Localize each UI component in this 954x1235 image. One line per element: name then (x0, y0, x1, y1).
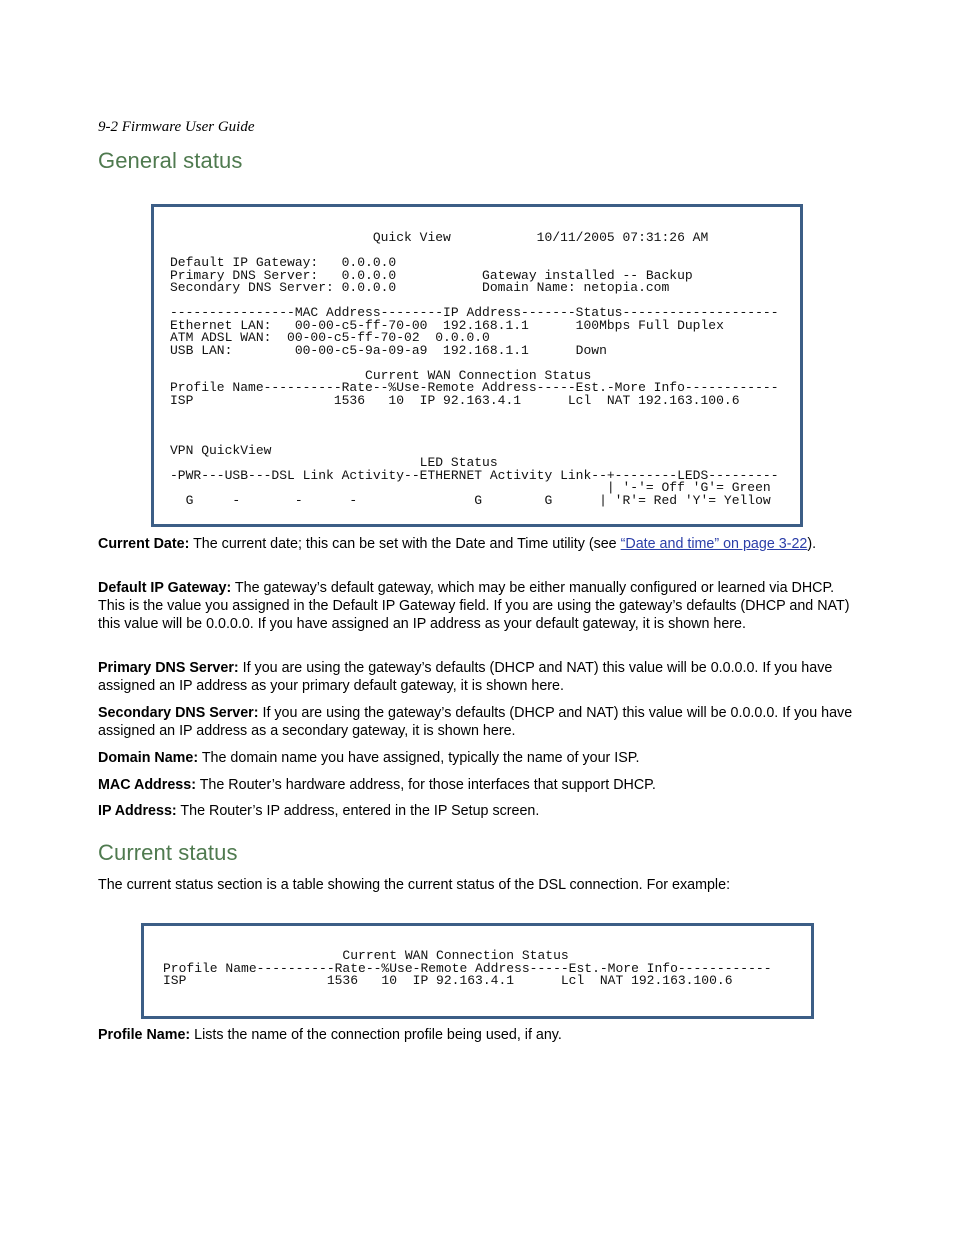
running-header: 9-2 Firmware User Guide (98, 119, 255, 135)
term-current-date: Current Date: (98, 536, 190, 552)
definition-mac-address (98, 776, 858, 794)
screen-line: ISP 1536 10 IP 92.163.4.1 Lcl NAT 192.163.100.6 (170, 392, 740, 408)
screen-line: G - - - G G | 'R'= Red 'Y'= Yellow (170, 492, 771, 508)
definition-ip-address (98, 802, 858, 820)
screen-line: | '-'= Off 'G'= Green (606, 480, 771, 495)
quick-view-screen (151, 204, 803, 527)
screen-line: VPN QuickView (170, 442, 272, 458)
screen-line: LED Status (419, 455, 498, 470)
screen-line: ----------------MAC Address--------IP Address-------Status-------------------- (170, 305, 779, 320)
term-mac-address: MAC Address: (98, 777, 196, 793)
screen-line: Current WAN Connection Status (365, 367, 592, 383)
definition-text: If you are using the gateway’s defaults (DHCP and NAT) this value will be 0.0.0.0. If you have assigned an IP address as your primary default gateway, it is shown here. (98, 660, 833, 694)
definition-text: The Router’s IP address, entered in the IP Setup screen. (176, 803, 540, 819)
screen-line: Profile Name----------Rate--%Use-Remote Address-----Est.-More Info------------ (170, 380, 779, 395)
screen-line: Profile Name----------Rate--%Use-Remote Address-----Est.-More Info------------ (163, 960, 772, 976)
definition-tail: ). (807, 536, 817, 552)
screen-line: Default IP Gateway: 0.0.0.0 (170, 255, 397, 270)
section-heading-current-status: Current status (98, 840, 238, 865)
definition-text: The current date; this can be set with the Date and Time utility (see (189, 536, 621, 552)
screen-line: -PWR---USB---DSL Link Activity--ETHERNET Activity Link--+--------LEDS--------- (170, 467, 779, 483)
screen-line: Quick View 10/11/2005 07:31:26 AM (372, 230, 709, 245)
screen-line: Primary DNS Server: 0.0.0.0 Gateway installed -- Backup (170, 267, 693, 283)
term-primary-dns: Primary DNS Server: (98, 660, 239, 676)
definition-text: The Router’s hardware address, for those interfaces that support DHCP. (195, 777, 656, 793)
term-domain-name: Domain Name: (98, 750, 199, 766)
definition-text: If you are using the gateway’s defaults (DHCP and NAT) this value will be 0.0.0.0. If you have assigned an IP address as a secondary gateway, it is shown here. (98, 705, 853, 739)
term-profile-name: Profile Name: (98, 1027, 191, 1043)
screen-line: ISP 1536 10 IP 92.163.4.1 Lcl NAT 192.163.100.6 (163, 973, 733, 988)
definition-text: The gateway’s default gateway, which may be either manually configured or learned via DHCP. This is the value you assigned in the Default IP Gateway field. If you are using the gateway’s defaults (DHCP and NAT) this value will be 0.0.0.0. If you have assigned an IP address as your default gateway, it is shown here. (98, 580, 850, 632)
screen-line: Ethernet LAN: 00-00-c5-ff-70-00 192.168.1.1 100Mbps Full Duplex (170, 317, 724, 333)
definition-text: Lists the name of the connection profile being used, if any. (190, 1027, 562, 1043)
term-ip-address: IP Address: (98, 803, 177, 819)
definition-current-date (98, 535, 858, 553)
definition-profile-name (98, 1026, 858, 1044)
definition-secondary-dns (98, 704, 858, 740)
current-status-intro: The current status section is a table showing the current status of the DSL connection. For example: (98, 877, 731, 893)
date-and-time-link[interactable]: “Date and time” on page 3-22 (620, 536, 808, 552)
term-default-ip-gateway: Default IP Gateway: (98, 580, 232, 596)
screen-line: Current WAN Connection Status (342, 948, 569, 963)
definition-text: The domain name you have assigned, typically the name of your ISP. (198, 750, 640, 766)
definition-primary-dns (98, 659, 858, 695)
screen-line: USB LAN: 00-00-c5-9a-09-a9 192.168.1.1 Down (170, 342, 607, 358)
section-heading-general-status: General status (98, 148, 243, 173)
wan-status-screen (141, 923, 814, 1019)
screen-line: Secondary DNS Server: 0.0.0.0 Domain Name: netopia.com (170, 280, 670, 295)
screen-line: ATM ADSL WAN: 00-00-c5-ff-70-02 0.0.0.0 (170, 330, 490, 345)
quick-view-text (170, 232, 779, 507)
term-secondary-dns: Secondary DNS Server: (98, 705, 259, 721)
definition-default-ip-gateway (98, 579, 858, 633)
definition-domain-name (98, 749, 858, 767)
wan-status-text (163, 950, 772, 988)
